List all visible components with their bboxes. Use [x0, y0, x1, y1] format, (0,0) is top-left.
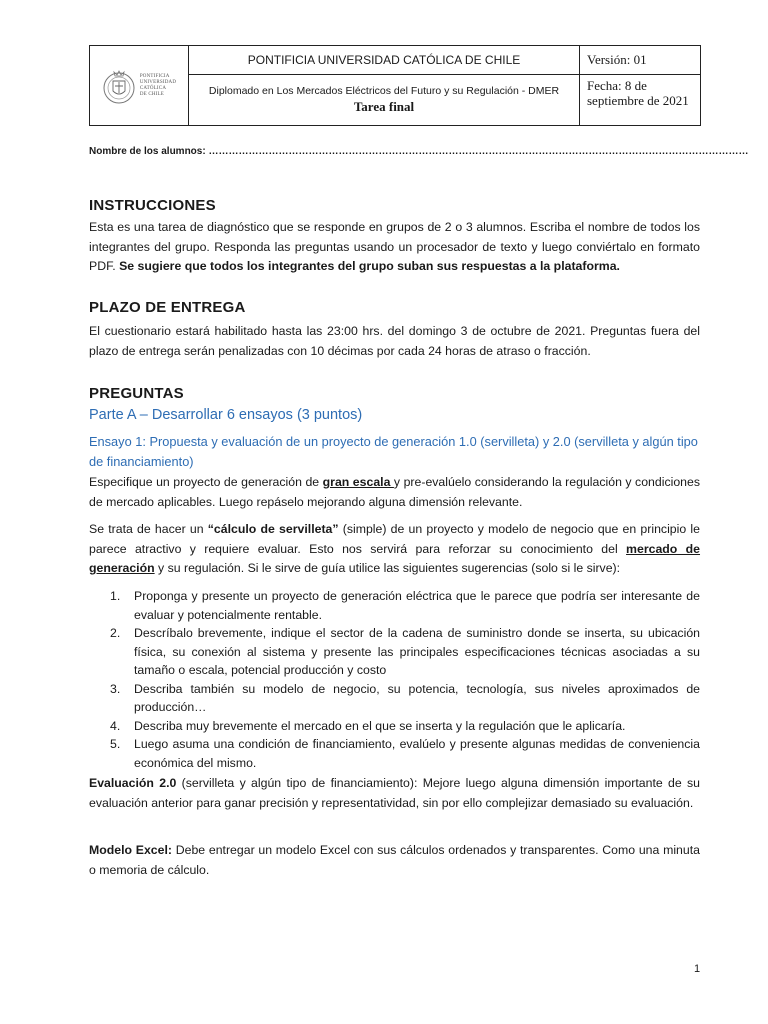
logo-cell — [90, 46, 189, 125]
instructions-paragraph: Esta es una tarea de diagnóstico que se responde en grupos de 2 o 3 alumnos. Escriba el nombre de todos los integrantes del grupo. Responda las preguntas usando un procesador de texto y luego conviértalo en formato PDF. Se sugiere que todos los integrantes del grupo suban sus respuestas a la plataforma. — [89, 220, 700, 273]
deadline-heading: PLAZO DE ENTREGA — [89, 299, 246, 316]
instructions-heading: INSTRUCCIONES — [89, 197, 216, 214]
logo-lettering: PONTIFICIA UNIVERSIDAD CATÓLICA DE CHILE — [139, 73, 177, 97]
suggestions-list — [110, 587, 700, 772]
version-label: Versión: 01 — [580, 46, 700, 75]
university-seal-icon — [102, 66, 136, 106]
program-name: Diplomado en Los Mercados Eléctricos del Futuro y su Regulación - DMER — [208, 85, 560, 97]
list-item: 2. Descríbalo brevemente, indique el sector de la cadena de suministro donde se inserta, su ubicación física, su conexión al sistema y presente las principales especificaciones técnicas asociadas a su tamaño o escala, potencial producción y costo — [110, 626, 700, 677]
questions-heading: PREGUNTAS — [89, 385, 184, 402]
list-item: 5. Luego asuma una condición de financiamiento, evalúelo y presente algunas medidas de conveniencia económica del mismo. — [110, 737, 700, 770]
university-logo — [102, 66, 176, 106]
excel-paragraph: Modelo Excel: Debe entregar un modelo Excel con sus cálculos ordenados y transparentes. Como una minuta o memoria de cálculo. — [89, 843, 700, 877]
deadline-paragraph: El cuestionario estará habilitado hasta las 23:00 hrs. del domingo 3 de octubre de 2021. Preguntas fuera del plazo de entrega serán penalizadas con 10 décimas por cada 24 horas de atraso o fracción. — [89, 324, 700, 358]
list-item: 1. Proponga y presente un proyecto de generación eléctrica que le parece que podría ser interesante de evaluar y potencialmente rentable. — [110, 589, 700, 622]
date-label: Fecha: 8 de septiembre de 2021 — [587, 78, 689, 108]
header-meta-cell — [580, 46, 700, 125]
students-name-line: Nombre de los alumnos: ……………………………………………………………………………………………………………………………………………… — [89, 146, 749, 157]
page-number: 1 — [694, 963, 701, 975]
essay1-heading: Ensayo 1: Propuesta y evaluación de un proyecto de generación 1.0 (servilleta) y 2.0 (servilleta y algún tipo de financiamiento) — [89, 434, 698, 469]
part-a-heading: Parte A – Desarrollar 6 ensayos (3 puntos) — [89, 407, 363, 423]
list-item: 4. Describa muy brevemente el mercado en el que se inserta y la regulación que le aplicaría. — [110, 718, 626, 733]
list-item: 3. Describa también su modelo de negocio, su potencia, tecnología, sus niveles aproximados de producción… — [110, 681, 700, 714]
essay1-paragraph-2: Se trata de hacer un “cálculo de servilleta” (simple) de un proyecto y modelo de negocio que en principio le parece atractivo y requiere evaluar. Esto nos servirá para reforzar su conocimiento del mercado de generación y su regulación. Si le sirve de guía utilice las siguientes sugerencias (solo si le sirve): — [89, 522, 701, 575]
university-name: PONTIFICIA UNIVERSIDAD CATÓLICA DE CHILE — [189, 46, 579, 75]
task-title: Tarea final — [353, 99, 415, 114]
header-title-cell — [189, 46, 580, 125]
evaluation-paragraph: Evaluación 2.0 (servilleta y algún tipo de financiamiento): Mejore luego alguna dimensión importante de su evaluación anterior para ganar precisión y representatividad, sin por ello complejizar demasiado su evaluación. — [89, 776, 700, 810]
essay1-paragraph-1: Especifique un proyecto de generación de gran escala y pre-evalúelo considerando la regulación y condiciones de mercado aplicables. Luego repáselo mejorando alguna dimensión relevante. — [89, 475, 701, 509]
header-table — [89, 45, 701, 126]
